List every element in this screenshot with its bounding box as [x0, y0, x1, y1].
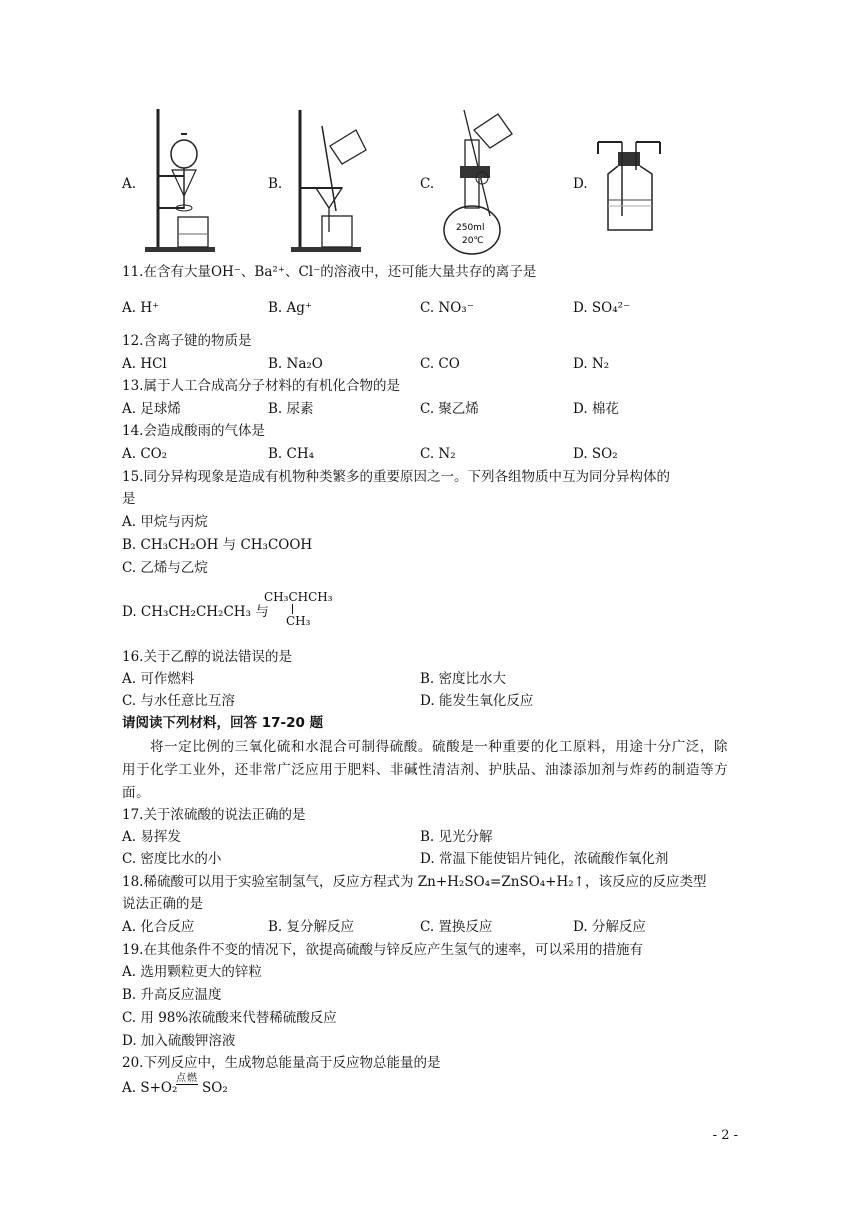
page-number: - 2 - — [712, 1128, 738, 1143]
question-18-stem-line2: 说法正确的是 — [122, 896, 203, 912]
q18-option-c: C. 置换反应 — [420, 919, 493, 935]
filtration-apparatus-image — [286, 106, 372, 256]
flask-temperature-label: 20℃ — [462, 236, 484, 246]
question-18-stem-line1: 18.稀硫酸可以用于实验室制氢气，反应方程式为 Zn+H₂SO₄=ZnSO₄+H₂↑，该反应的反应类型 — [122, 874, 707, 890]
q10-option-a-label: A. — [122, 176, 137, 192]
q13-option-a: A. 足球烯 — [122, 401, 181, 417]
reading-material-text: 将一定比例的三氧化硫和水混合可制得硫酸。硫酸是一种重要的化工原料，用途十分广泛，除用于化学工业外，还非常广泛应用于肥料、非碱性清洁剂、护肤品、油漆添加剂与炸药的制造等方面。 — [122, 739, 729, 801]
q20-option-a-reactants: A. S+O₂ — [122, 1080, 178, 1096]
q14-option-c: C. N₂ — [420, 446, 456, 462]
q16-option-b: B. 密度比水大 — [420, 671, 507, 687]
q20-reaction-condition: 点燃 — [176, 1073, 198, 1084]
question-19-stem: 19.在其他条件不变的情况下，欲提高硫酸与锌反应产生氢气的速率，可以采用的措施有 — [122, 942, 643, 958]
question-15-stem-line1: 15.同分异构现象是造成有机物种类繁多的重要原因之一。下列各组物质中互为同分异构体的 — [122, 469, 670, 485]
q10-option-d-label: D. — [573, 176, 588, 192]
question-20-stem: 20.下列反应中，生成物总能量高于反应物总能量的是 — [122, 1055, 441, 1071]
q12-option-b: B. Na₂O — [268, 356, 323, 372]
gas-washing-bottle-image — [594, 134, 670, 234]
separatory-funnel-apparatus-image — [140, 104, 220, 256]
q11-option-b: B. Ag⁺ — [268, 300, 313, 316]
reading-material-heading: 请阅读下列材料，回答 17-20 题 — [122, 715, 324, 731]
q17-option-d: D. 常温下能使铝片钝化，浓硫酸作氧化剂 — [420, 851, 669, 867]
q10-option-c-label: C. — [420, 176, 435, 192]
q13-option-c: C. 聚乙烯 — [420, 401, 479, 417]
q15-option-c: C. 乙烯与乙烷 — [122, 560, 208, 576]
question-11-stem: 11.在含有大量OH⁻、Ba²⁺、Cl⁻的溶液中，还可能大量共存的离子是 — [122, 264, 537, 280]
isobutane-structure-bottom: CH₃ — [286, 614, 311, 628]
q18-option-d: D. 分解反应 — [573, 919, 646, 935]
question-16-stem: 16.关于乙醇的说法错误的是 — [122, 649, 292, 665]
q14-option-d: D. SO₂ — [573, 446, 618, 462]
q12-option-a: A. HCl — [122, 356, 167, 372]
question-15-stem-line2: 是 — [122, 491, 136, 507]
q18-option-b: B. 复分解反应 — [268, 919, 355, 935]
question-13-stem: 13.属于人工合成高分子材料的有机化合物的是 — [122, 378, 400, 394]
q16-option-d: D. 能发生氧化反应 — [420, 693, 534, 709]
q20-option-a-product: SO₂ — [202, 1080, 228, 1096]
q19-option-b: B. 升高反应温度 — [122, 987, 222, 1003]
flask-volume-label: 250ml — [456, 223, 485, 233]
q10-option-b-label: B. — [268, 176, 283, 192]
q16-option-a: A. 可作燃料 — [122, 671, 195, 687]
q19-option-c: C. 用 98%浓硫酸来代替稀硫酸反应 — [122, 1010, 337, 1026]
isobutane-structure-top: CH₃CHCH₃ — [264, 590, 333, 604]
q19-option-d: D. 加入硫酸钾溶液 — [122, 1033, 236, 1049]
q15-option-b: B. CH₃CH₂OH 与 CH₃COOH — [122, 537, 313, 553]
q17-option-b: B. 见光分解 — [420, 829, 493, 845]
question-14-stem: 14.会造成酸雨的气体是 — [122, 423, 265, 439]
q12-option-c: C. CO — [420, 356, 460, 372]
q15-option-a: A. 甲烷与丙烷 — [122, 514, 208, 530]
q17-option-a: A. 易挥发 — [122, 829, 181, 845]
q11-option-d: D. SO₄²⁻ — [573, 300, 631, 316]
q17-option-c: C. 密度比水的小 — [122, 851, 222, 867]
q19-option-a: A. 选用颗粒更大的锌粒 — [122, 964, 262, 980]
q16-option-c: C. 与水任意比互溶 — [122, 693, 235, 709]
q13-option-d: D. 棉花 — [573, 401, 619, 417]
question-17-stem: 17.关于浓硫酸的说法正确的是 — [122, 807, 306, 823]
q11-option-a: A. H⁺ — [122, 300, 160, 316]
isobutane-structure-bond — [292, 604, 293, 614]
q18-option-a: A. 化合反应 — [122, 919, 195, 935]
q13-option-b: B. 尿素 — [268, 401, 314, 417]
q11-option-c: C. NO₃⁻ — [420, 300, 474, 316]
q15-option-d: D. CH₃CH₂CH₂CH₃ 与 — [122, 604, 269, 620]
q14-option-a: A. CO₂ — [122, 446, 168, 462]
q12-option-d: D. N₂ — [573, 356, 610, 372]
question-12-stem: 12.含离子键的物质是 — [122, 333, 252, 349]
q14-option-b: B. CH₄ — [268, 446, 315, 462]
volumetric-flask-apparatus-image — [440, 106, 530, 256]
